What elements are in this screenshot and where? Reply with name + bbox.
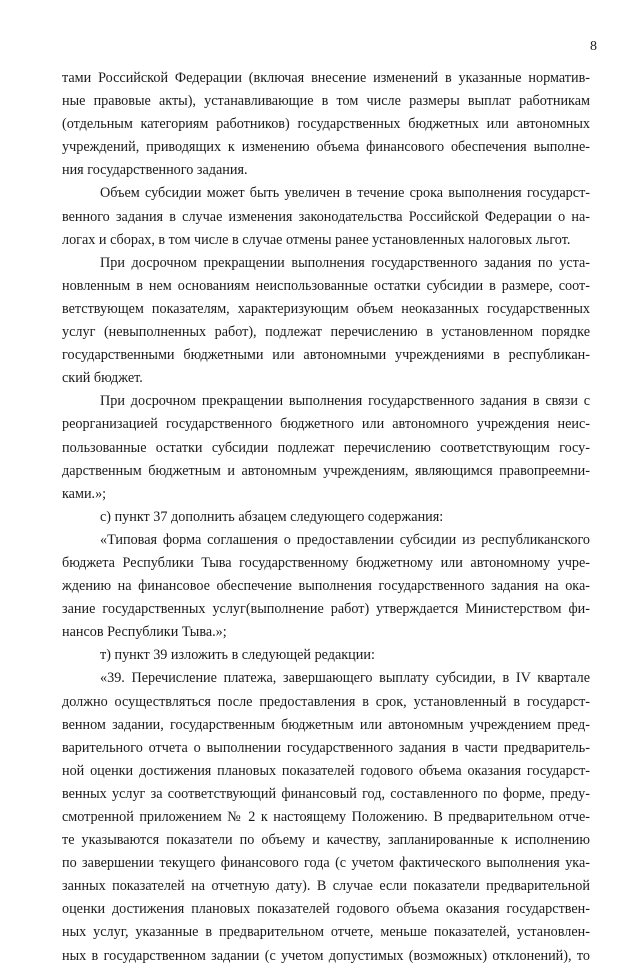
text-line: должно осуществляться после предоставления в срок, установленный в государст-: [62, 693, 590, 710]
text-line: тами Российской Федерации (включая внесение изменений в указанные норматив-: [62, 70, 590, 86]
text-line: ния государственного задания.: [62, 162, 248, 179]
text-line: оценки достижения плановых показателей годового объема оказания государствен-: [62, 901, 590, 918]
text-line: услуг (невыполненных работ), подлежат перечислению в установленном порядке: [62, 324, 590, 341]
text-line: ных услуг, указанные в предварительном отчете, меньше показателей, установлен-: [62, 924, 590, 941]
text-line: логах и сборах, в том числе в случае отмены ранее установленных налоговых льгот.: [62, 231, 571, 248]
text-line: «39. Перечисление платежа, завершающего выплату субсидии, в IV квартале: [100, 670, 590, 687]
text-line: бюджета Республики Тыва государственному бюджетному или автономному учре-: [62, 554, 590, 571]
text-line: Объем субсидии может быть увеличен в течение срока выполнения государст-: [100, 185, 590, 202]
text-line: ных в государственном задании (с учетом допустимых (возможных) отклонений), то: [62, 947, 590, 964]
text-line: ский бюджет.: [62, 370, 143, 387]
text-line: ветствующем показателям, характеризующим объем неоказанных государственных: [62, 300, 590, 317]
text-line: При досрочном прекращении выполнения государственного задания по уста-: [100, 254, 590, 271]
text-line: реорганизацией государственного бюджетного или автономного учреждения неис-: [62, 416, 590, 433]
text-line: ной оценки достижения плановых показателей годового объема оказания государст-: [62, 762, 590, 779]
text-line: ждению на финансовое обеспечение выполнения государственного задания на ока-: [62, 578, 590, 595]
text-line: государственными бюджетными или автономными учреждениями в республикан-: [62, 347, 590, 364]
text-line: учреждений, приводящих к изменению объема финансового обеспечения выполне-: [62, 139, 590, 156]
text-line: пользованные остатки субсидии подлежат перечислению соответствующим госу-: [62, 439, 590, 456]
document-body: [62, 67, 590, 968]
text-line: зание государственных услуг(выполнение работ) утверждается Министерством фи-: [62, 601, 590, 618]
text-line: При досрочном прекращении выполнения государственного задания в связи с: [100, 393, 590, 410]
text-line: ками.»;: [62, 485, 107, 502]
text-line: «Типовая форма соглашения о предоставлении субсидии из республиканского: [100, 531, 590, 548]
text-line: варительного отчета о выполнении государственного задания в части предваритель-: [62, 739, 590, 756]
text-line: те указываются показатели по объему и качеству, запланированные к исполнению: [62, 832, 590, 849]
text-line: венном задании, государственным бюджетным или автономным учреждением пред-: [62, 716, 590, 733]
text-line: т) пункт 39 изложить в следующей редакции:: [100, 647, 375, 664]
text-line: новленным в нем основаниям неиспользованные остатки субсидии в размере, соот-: [62, 277, 590, 294]
text-line: (отдельным категориям работников) государственных бюджетных или автономных: [62, 116, 590, 133]
text-line: по завершении текущего финансового года (с учетом фактического выполнения ука-: [62, 855, 590, 872]
text-line: занных показателей на отчетную дату). В случае если показатели предварительной: [62, 878, 590, 895]
text-line: ные правовые акты), устанавливающие в том числе размеры выплат работникам: [62, 93, 590, 110]
text-line: смотренной приложением № 2 к настоящему Положению. В предварительном отче-: [62, 809, 590, 825]
text-line: нансов Республики Тыва.»;: [62, 624, 227, 641]
text-line: с) пункт 37 дополнить абзацем следующего содержания:: [100, 508, 444, 525]
text-line: венного задания в случае изменения законодательства Российской Федерации о на-: [62, 208, 590, 225]
page-number: 8: [590, 39, 597, 54]
text-line: дарственным бюджетным и автономным учреждениям, являющимся правопреемни-: [62, 462, 590, 479]
text-line: венных услуг за соответствующий финансовый год, составленного по форме, преду-: [62, 785, 590, 802]
